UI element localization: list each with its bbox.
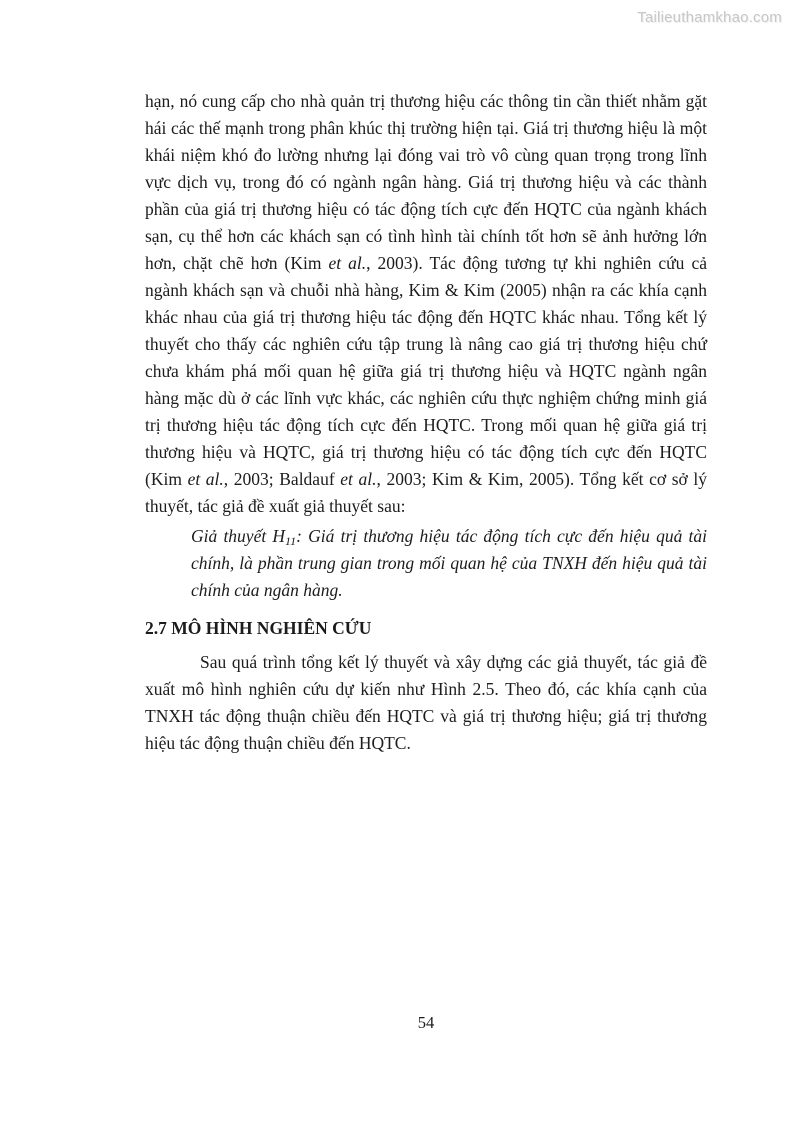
paragraph-research-model: Sau quá trình tổng kết lý thuyết và xây dựng các giả thuyết, tác giả đề xuất mô hình nghiên cứu dự kiến như Hình 2.5. Theo đó, các khía cạnh của TNXH tác động thuận chiều đến HQTC và giá trị thương hiệu; giá trị thương hiệu tác động thuận chiều đến HQTC.	[145, 652, 707, 753]
paragraph-brand-equity: hạn, nó cung cấp cho nhà quản trị thương hiệu các thông tin cần thiết nhằm gặt hái các thế mạnh trong phân khúc thị trường hiện tại. Giá trị thương hiệu là một khái niệm khó đo lường nhưng lại đóng vai trò vô cùng quan trọng trong lĩnh vực dịch vụ, trong đó có ngành ngân hàng. Giá trị thương hiệu và các thành phần của giá trị thương hiệu có tác động tích cực đến HQTC của ngành khách sạn, cụ thể hơn các khách sạn có tình hình tài chính tốt hơn sẽ ảnh hưởng lớn hơn, chặt chẽ hơn (Kim et al., 2003). Tác động tương tự khi nghiên cứu cả ngành khách sạn và chuỗi nhà hàng, Kim & Kim (2005) nhận ra các khía cạnh khác nhau của giá trị thương hiệu tác động đến HQTC khác nhau. Tổng kết lý thuyết cho thấy các nghiên cứu tập trung là nâng cao giá trị thương hiệu chứ chưa khám phá mối quan hệ giữa giá trị thương hiệu và HQTC ngành ngân hàng mặc dù ở các lĩnh vực khác, các nghiên cứu thực nghiệm chứng minh giá trị thương hiệu tác động tích cực đến HQTC. Trong mối quan hệ giữa giá trị thương hiệu và HQTC, giá trị thương hiệu có tác động tích cực đến HQTC (Kim et al., 2003; Baldauf et al., 2003; Kim & Kim, 2005). Tổng kết cơ sở lý thuyết, tác giả đề xuất giả thuyết sau:	[145, 91, 707, 516]
section-heading-2-7: 2.7 MÔ HÌNH NGHIÊN CỨU	[145, 618, 372, 638]
watermark: Tailieuthamkhao.com	[637, 9, 782, 26]
page-number: 54	[417, 1013, 435, 1032]
page-body	[145, 88, 707, 757]
hypothesis-h11: Giả thuyết $H_{11}$: Giá trị thương hiệu tác động tích cực đến hiệu quả tài chính, là phần trung gian trong mối quan hệ của TNXH đến hiệu quả tài chính của ngân hàng.	[191, 526, 707, 600]
